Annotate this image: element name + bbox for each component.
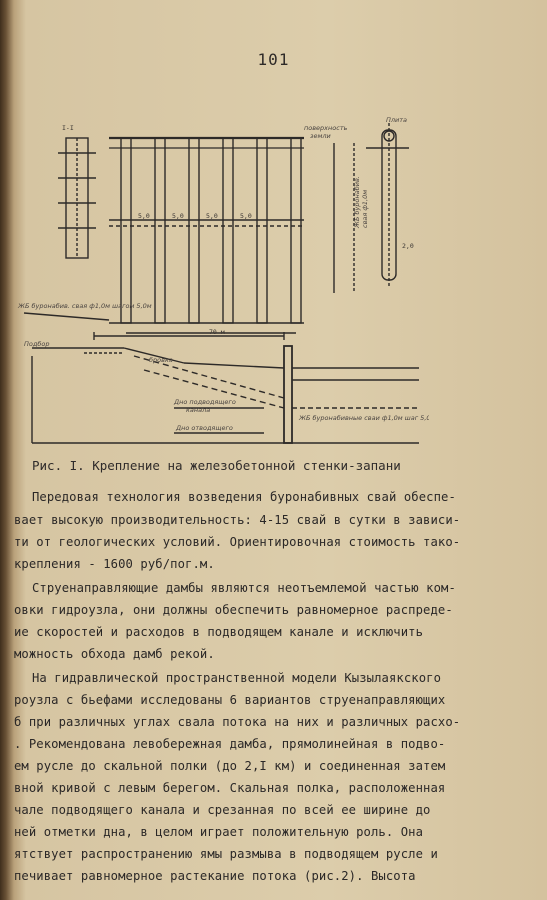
engineering-drawing — [14, 108, 429, 458]
body-line: чале подводящего канала и срезанная по всей ее ширине до — [14, 803, 431, 817]
label-surface: поверхность — [304, 124, 348, 132]
label-right-note: ЖБ буронабивные сваи ф1,0м шаг 5,0м — [299, 414, 429, 422]
pile-6 — [291, 138, 301, 323]
label-deep-note-2: канала — [186, 406, 211, 414]
wall-pile — [284, 346, 292, 443]
label-grid-dim: 70 м — [209, 328, 225, 336]
label-span3: 5,0 — [206, 212, 218, 220]
label-pile-rhs: 2,0 — [402, 242, 414, 250]
figure-caption: Рис. I. Крепление на железобетонной стенки-запани — [32, 458, 401, 473]
body-line: овки гидроузла, они должны обеспечить равномерное распреде- — [14, 603, 453, 617]
label-crest: Подбор — [24, 340, 50, 348]
pile-2 — [155, 138, 165, 323]
body-line: . Рекомендована левобережная дамба, прямолинейная в подво- — [14, 737, 446, 751]
label-pile-top: Плита — [386, 116, 408, 124]
body-line: роузла с бьефами исследованы 6 вариантов струенаправляющих — [14, 693, 446, 707]
pile-4 — [223, 138, 233, 323]
label-surface-mark: земли — [310, 132, 331, 140]
label-right-vertical-2: свая ф1,0м — [361, 189, 369, 228]
body-line: ие скоростей и расходов в подводящем канале и исключить — [14, 625, 424, 639]
body-line: крепления - 1600 руб/пог.м. — [14, 557, 215, 571]
label-span4: 5,0 — [240, 212, 252, 220]
body-line: ятствует распространению ямы размыва в подводящем русле и — [14, 847, 438, 861]
label-bottom-note: Дно отводящего — [176, 424, 233, 432]
label-bank: бровка — [149, 356, 173, 364]
label-section: I-I — [62, 124, 74, 132]
body-line: можность обхода дамб рекой. — [14, 647, 215, 661]
pile-5 — [257, 138, 267, 323]
body-line: ней отметки дна, в целом играет положительную роль. Она — [14, 825, 424, 839]
body-line: Передовая технология возведения буронабивных свай обеспе- — [32, 490, 456, 504]
pile-1 — [121, 138, 131, 323]
body-line: На гидравлической пространственной модели Кызылаякского — [32, 671, 442, 685]
label-right-vertical-1: ЖБ буронабив. — [353, 176, 361, 228]
label-pile-note: ЖБ буронабив. свая ф1,0м шагом 5,0м — [18, 302, 152, 310]
body-line: ти от геологических условий. Ориентировочная стоимость тако- — [14, 535, 461, 549]
label-span2: 5,0 — [172, 212, 184, 220]
page-number: 101 — [257, 50, 290, 69]
body-line: ем русле до скальной полки (до 2,I км) и соединенная затем — [14, 759, 446, 773]
label-deep-note-1: Дно подводящего — [174, 398, 236, 406]
figure-1-drawing — [14, 108, 429, 458]
pile-3 — [189, 138, 199, 323]
body-line: печивает равномерное растекание потока (рис.2). Высота — [14, 869, 416, 883]
label-span1: 5,0 — [138, 212, 150, 220]
body-line: вной кривой с левым берегом. Скальная полка, расположенная — [14, 781, 446, 795]
body-line: вает высокую производительность: 4-15 свай в сутки в зависи- — [14, 513, 461, 527]
body-line: б при различных углах свала потока на них и различных расхо- — [14, 715, 461, 729]
body-line: Струенаправляющие дамбы являются неотъемлемой частью ком- — [32, 581, 456, 595]
